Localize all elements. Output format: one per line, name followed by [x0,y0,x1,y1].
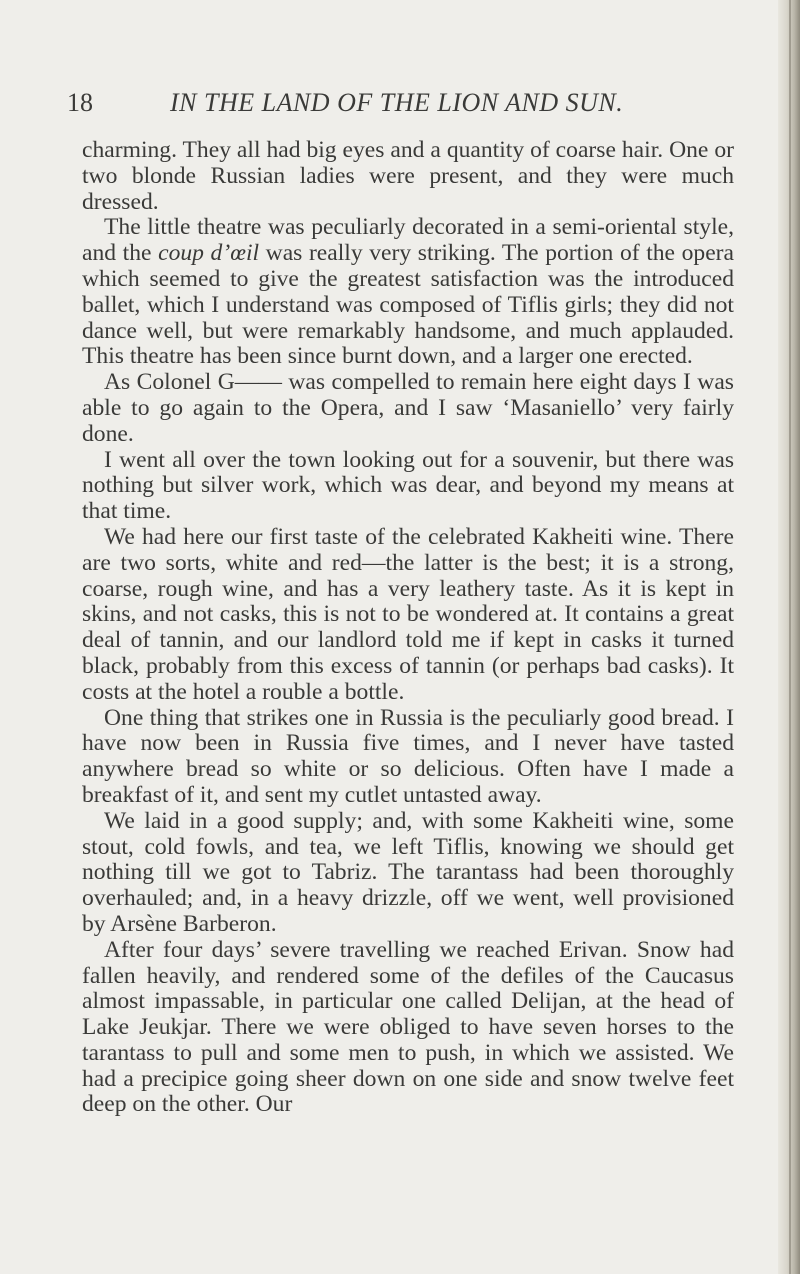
paragraph [82,809,734,938]
paragraph-text: We had here our first taste of the celebrated Kakheiti wine. There are two sorts, white and red—the latter is the best; it is a strong, coarse, rough wine, and has a very leathery taste. As it is kept in skins, and not casks, this is not to be wondered at. It contains a great deal of tannin, and our landlord told me if kept in casks it turned black, probably from this excess of tannin (or perhaps bad casks). It costs at the hotel a rouble a bottle. [82,523,734,705]
italic-phrase: coup d’œil [158,240,260,267]
paragraph-text: As Colonel G—— was compelled to remain here eight days I was able to go again to the Opera, and I saw ‘Masaniello’ very fairly done. [82,369,734,447]
paragraph [82,525,734,706]
page-number: 18 [67,88,93,117]
book-spine-shadow [789,0,791,1274]
paragraph-text: I went all over the town looking out for a souvenir, but there was nothing but silver work, which was dear, and beyond my means at that time. [82,446,734,525]
paragraph [82,706,734,809]
running-title: IN THE LAND OF THE LION AND SUN. [170,88,624,117]
paragraph [82,215,734,370]
paragraph [82,138,734,215]
paragraph-text: One thing that strikes one in Russia is the peculiarly good bread. I have now been in Russia five times, and I never have tasted anywhere bread so white or so delicious. Often have I made a breakfast of it, and sent my cutlet untasted away. [82,704,734,808]
paragraph-text: charming. They all had big eyes and a quantity of coarse hair. One or two blonde Russian ladies were present, and they were much dressed. [82,137,734,215]
paragraph-text: was really very striking. The portion of the opera which seemed to give the greatest satisfaction was the introduced ballet, which I understand was composed of Tiflis girls; they did not dance well, but were remarkably handsome, and much applauded. This theatre has been since burnt down, and a larger one erected. [82,240,735,370]
paragraph-text: We laid in a good supply; and, with some Kakheiti wine, some stout, cold fowls, and tea, we left Tiflis, knowing we should get nothing till we got to Tabriz. The tarantass had been thoroughly overhauled; and, in a heavy drizzle, off we went, well provisioned by Arsène Barberon. [82,807,734,937]
paragraph-text: The little theatre was peculiarly decorated in a semi-oriental style, and the [82,214,734,267]
paragraph [82,938,734,1119]
page-header [67,86,747,120]
paragraph [82,448,734,525]
paragraph-text: After four days’ severe travelling we reached Erivan. Snow had fallen heavily, and rendered some of the defiles of the Caucasus almost impassable, in particular one called Delijan, at the head of Lake Jeukjar. There we were obliged to have seven horses to the tarantass to pull and some men to push, in which we assisted. We had a precipice going sheer down on one side and snow twelve feet deep on the other. Our [82,936,734,1118]
body-text [82,138,734,1118]
paragraph [82,370,734,447]
